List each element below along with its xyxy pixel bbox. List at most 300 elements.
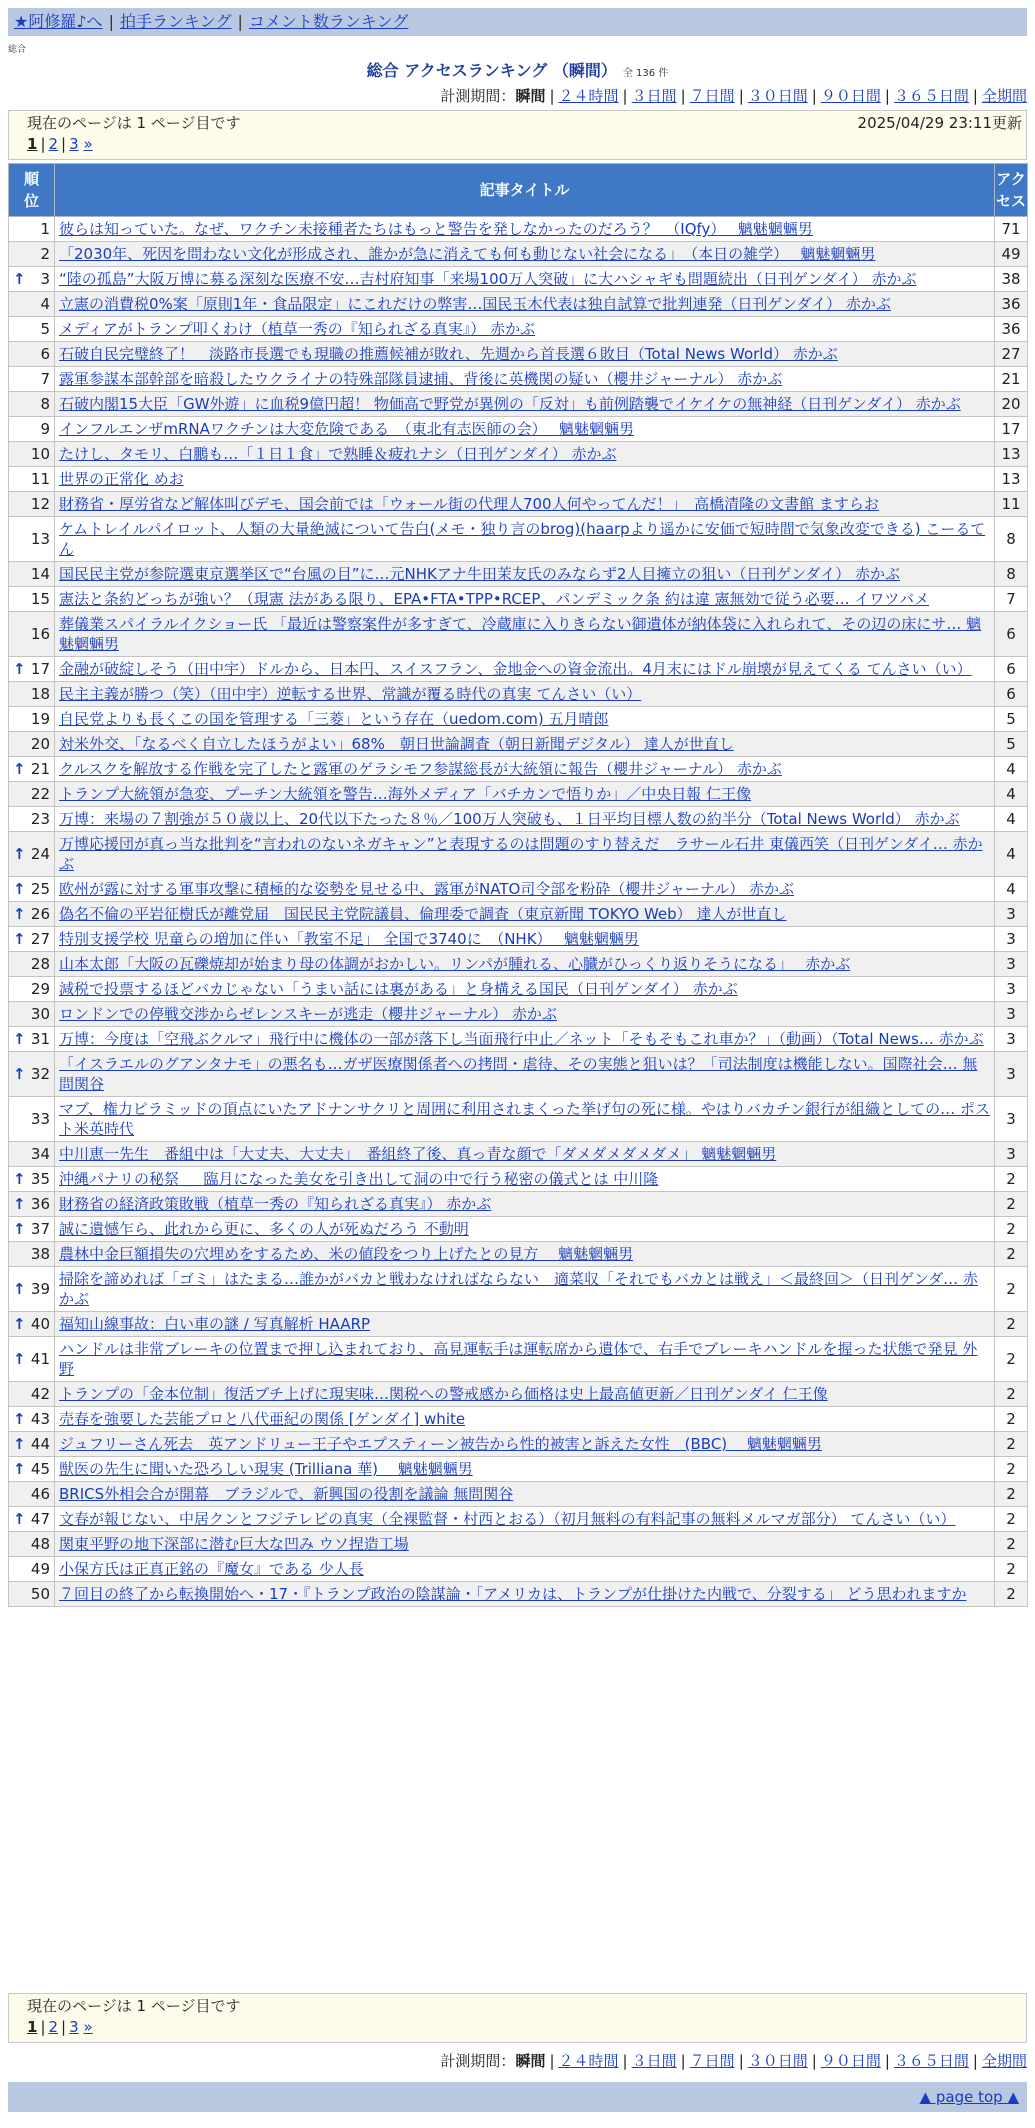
article-link[interactable]: 「2030年、死因を問わない文化が形成され、誰かが急に消えても何も動じない社会になる」 （本日の雑学） 魑魅魍魎男 xyxy=(59,245,876,263)
rank-number: 20 xyxy=(30,735,50,753)
rank-cell xyxy=(9,1192,55,1217)
rank-cell xyxy=(9,1312,55,1337)
access-count: 6 xyxy=(995,682,1028,707)
rank-number: 35 xyxy=(30,1170,50,1188)
page-link-3[interactable]: 3 xyxy=(69,135,79,153)
page-current: 1 xyxy=(27,135,38,153)
title-cell xyxy=(55,1027,995,1052)
period-link-1[interactable]: ３日間 xyxy=(631,87,677,105)
rank-number: 29 xyxy=(30,980,50,998)
rank-number: 21 xyxy=(30,760,50,778)
top-nav-bar xyxy=(8,8,1027,36)
article-link[interactable]: トランプの「金本位制」復活ブチ上げに現実味…関税への警戒感から価格は史上最高値更新／日刊ゲンダイ 仁王像 xyxy=(59,1385,828,1403)
table-row xyxy=(9,242,1028,267)
rank-number: 26 xyxy=(30,905,50,923)
article-link[interactable]: クルスクを解放する作戦を完了したと露軍のゲラシモフ参謀総長が大統領に報告（櫻井ジャーナル） 赤かぶ xyxy=(59,760,782,778)
page-separator: | xyxy=(40,2018,46,2036)
rank-cell xyxy=(9,807,55,832)
page-link-2[interactable]: 2 xyxy=(48,2018,59,2036)
article-link[interactable]: 民主主義が勝つ（笑）（田中宇）逆転する世界、常識が覆る時代の真実 てんさい（い） xyxy=(59,685,642,703)
period-separator: | xyxy=(738,87,744,105)
access-count: 3 xyxy=(995,1097,1028,1142)
rank-number: 43 xyxy=(30,1410,50,1428)
table-row xyxy=(9,217,1028,242)
title-cell xyxy=(55,952,995,977)
access-count: 36 xyxy=(995,317,1028,342)
period-separator: | xyxy=(972,87,978,105)
rank-cell xyxy=(9,1002,55,1027)
page-separator: | xyxy=(61,135,67,153)
access-count: 13 xyxy=(995,442,1028,467)
table-row xyxy=(9,1192,1028,1217)
rank-number: 45 xyxy=(30,1460,50,1478)
table-row xyxy=(9,832,1028,877)
article-link[interactable]: 露軍参謀本部幹部を暗殺したウクライナの特殊部隊員逮捕、背後に英機関の疑い（櫻井ジャーナル） 赤かぶ xyxy=(59,370,783,388)
header-access xyxy=(995,164,1028,217)
ranking-table xyxy=(8,163,1028,1607)
rank-number: 50 xyxy=(30,1585,50,1603)
rank-cell xyxy=(9,417,55,442)
access-count: 8 xyxy=(995,562,1028,587)
rank-number: 27 xyxy=(30,930,50,948)
period-link-0[interactable]: ２４時間 xyxy=(558,2052,619,2070)
article-link[interactable]: 憲法と条約どっちが強い？（現憲 法がある限り、EPA•FTA•TPP•RCEP、パンデミック条 約は違 憲無効で従う必要… イワツバメ xyxy=(59,590,930,608)
article-link[interactable]: “陸の孤島”大阪万博に募る深刻な医療不安…吉村府知事「来場100万人突破」に大ハシャギも問題続出（日刊ゲンダイ） 赤かぶ xyxy=(59,270,917,288)
rank-number: 46 xyxy=(30,1485,50,1503)
table-row xyxy=(9,1407,1028,1432)
table-row xyxy=(9,1167,1028,1192)
rank-cell xyxy=(9,467,55,492)
access-count: 2 xyxy=(995,1192,1028,1217)
article-link[interactable]: 万博応援団が真っ当な批判を“言われのないネガキャン”と表現するのは問題のすり替えだ ラサール石井 東儀西笑（日刊ゲンダイ… 赤かぶ xyxy=(59,835,983,873)
access-count: 5 xyxy=(995,732,1028,757)
rank-cell xyxy=(9,587,55,612)
up-arrow-icon: ↑ xyxy=(13,905,26,923)
table-row xyxy=(9,1382,1028,1407)
period-separator: | xyxy=(680,2052,686,2070)
nav-separator: | xyxy=(237,12,243,31)
access-count: 2 xyxy=(995,1217,1028,1242)
rank-number: 31 xyxy=(30,1030,50,1048)
rank-number: 42 xyxy=(30,1385,50,1403)
access-count: 4 xyxy=(995,877,1028,902)
rank-number: 48 xyxy=(30,1535,50,1553)
article-link[interactable]: 特別支援学校 児童らの増加に伴い「教室不足」 全国で3740に （NHK） 魑魅魍魎男 xyxy=(59,930,639,948)
access-count: 3 xyxy=(995,1052,1028,1097)
rank-cell xyxy=(9,1242,55,1267)
period-label: 計測期間： xyxy=(440,2052,516,2070)
article-link[interactable]: メディアがトランプ叩くわけ（植草一秀の『知られざる真実』） 赤かぶ xyxy=(59,320,536,338)
article-link[interactable]: 誠に遺憾乍ら、此れから更に、多くの人が死ぬだろう 不動明 xyxy=(59,1220,469,1238)
rank-number: 15 xyxy=(30,590,50,608)
access-count: 2 xyxy=(995,1507,1028,1532)
table-row xyxy=(9,392,1028,417)
table-row xyxy=(9,952,1028,977)
rank-number: 47 xyxy=(30,1510,50,1528)
article-link[interactable]: 万博：今度は「空飛ぶクルマ」飛行中に機体の一部が落下し当面飛行中止／ネット「そもそもこれ車か？」（動画）（Total News… 赤かぶ xyxy=(59,1030,984,1048)
table-row xyxy=(9,562,1028,587)
article-link[interactable]: マブ、権力ピラミッドの頂点にいたアドナンサクリと周囲に利用されまくった挙げ句の死に様。やはりバカチン銀行が組織としての… ポスト米英時代 xyxy=(59,1100,990,1138)
access-count: 6 xyxy=(995,612,1028,657)
article-link[interactable]: 立憲の消費税0%案「原則1年・食品限定」にこれだけの弊害…国民玉木代表は独自試算で批判連発（日刊ゲンダイ） 赤かぶ xyxy=(59,295,891,313)
header-rank xyxy=(9,164,55,217)
title-cell xyxy=(55,1242,995,1267)
title-cell xyxy=(55,1097,995,1142)
article-link[interactable]: たけし、タモリ、白鵬も…「１日１食」で熟睡＆疲れナシ（日刊ゲンダイ） 赤かぶ xyxy=(59,445,617,463)
rank-number: 32 xyxy=(30,1065,50,1083)
rank-number: 3 xyxy=(40,270,50,288)
access-count: 2 xyxy=(995,1382,1028,1407)
title-cell xyxy=(55,467,995,492)
article-link[interactable]: 掃除を諦めれば「ゴミ」はたまる…誰かがバカと戦わなければならない 適菜収「それでもバカとは戦え」＜最終回＞（日刊ゲンダ… 赤かぶ xyxy=(59,1270,978,1308)
access-count: 2 xyxy=(995,1242,1028,1267)
rank-cell xyxy=(9,562,55,587)
up-arrow-icon: ↑ xyxy=(13,1065,26,1083)
rank-number: 6 xyxy=(40,345,50,363)
period-link-3[interactable]: ３０日間 xyxy=(747,87,808,105)
table-row xyxy=(9,492,1028,517)
rank-cell xyxy=(9,1142,55,1167)
pagination xyxy=(27,135,93,154)
article-link[interactable]: 財務省の経済政策敗戦（植草一秀の『知られざる真実』） 赤かぶ xyxy=(59,1195,492,1213)
article-link[interactable]: 万博：来場の７割強が５０歳以上、20代以下たった８％／100万人突破も、１日平均目標人数の約半分（Total News World） 赤かぶ xyxy=(59,810,960,828)
article-link[interactable]: 福知山線事故：白い車の謎 / 写真解析 HAARP xyxy=(59,1315,371,1333)
article-link[interactable]: トランプ大統領が急変、プーチン大統領を警告…海外メディア「バチカンで悟りか」／中央日報 仁王像 xyxy=(59,785,752,803)
article-link[interactable]: 関東平野の地下深部に潜む巨大な凹み ウソ捏造工場 xyxy=(59,1535,409,1553)
rank-number: 4 xyxy=(40,295,50,313)
up-arrow-icon: ↑ xyxy=(13,1435,26,1453)
article-link[interactable]: 金融が破綻しそう（田中宇）ドルから、日本円、スイスフラン、金地金への資金流出。4月末にはドル崩壊が見えてくる てんさい（い） xyxy=(59,660,972,678)
access-count: 2 xyxy=(995,1337,1028,1382)
up-arrow-icon: ↑ xyxy=(13,1170,26,1188)
article-link[interactable]: 獣医の先生に聞いた恐ろしい現実 (Trilliana 華) 魑魅魍魎男 xyxy=(59,1460,473,1478)
title-cell xyxy=(55,1382,995,1407)
title-cell xyxy=(55,267,995,292)
table-row xyxy=(9,1337,1028,1382)
access-count: 2 xyxy=(995,1482,1028,1507)
table-row xyxy=(9,317,1028,342)
title-cell xyxy=(55,807,995,832)
access-count: 13 xyxy=(995,467,1028,492)
access-count: 2 xyxy=(995,1167,1028,1192)
rank-cell xyxy=(9,1097,55,1142)
rank-cell xyxy=(9,1532,55,1557)
title-cell xyxy=(55,417,995,442)
article-link[interactable]: 石破内閣15大臣「GW外遊」に血税9億円超！ 物価高で野党が異例の「反対」も前例踏襲でイケイケの無神経（日刊ゲンダイ） 赤かぶ xyxy=(59,395,961,413)
rank-number: 38 xyxy=(30,1245,50,1263)
updated-timestamp: 2025/04/29 23:11更新 xyxy=(857,114,1022,132)
rank-number: 34 xyxy=(30,1145,50,1163)
page-current: 1 xyxy=(27,2018,38,2036)
title-cell xyxy=(55,1482,995,1507)
title-cell xyxy=(55,342,995,367)
rank-cell xyxy=(9,517,55,562)
period-separator: | xyxy=(680,87,686,105)
article-link[interactable]: 世界の正常化 めお xyxy=(59,470,184,488)
up-arrow-icon: ↑ xyxy=(13,1460,26,1478)
up-arrow-icon: ↑ xyxy=(13,1315,26,1333)
access-count: 4 xyxy=(995,782,1028,807)
access-count: 36 xyxy=(995,292,1028,317)
rank-cell xyxy=(9,1217,55,1242)
rank-number: 5 xyxy=(40,320,50,338)
ranking-table-body xyxy=(9,217,1028,1607)
access-count: 3 xyxy=(995,952,1028,977)
article-link[interactable]: ７回目の終了から転換開始へ・17・『トランプ政治の陰謀論・「アメリカは、トランプが仕掛けた内戦で、分裂する」 どう思われますか xyxy=(59,1585,967,1603)
comment-ranking-link[interactable]: コメント数ランキング xyxy=(248,12,409,31)
title-cell xyxy=(55,1192,995,1217)
page-link-2[interactable]: 2 xyxy=(48,135,59,153)
access-count: 2 xyxy=(995,1432,1028,1457)
rank-cell xyxy=(9,1407,55,1432)
page-separator: | xyxy=(61,2018,67,2036)
page-top-link[interactable]: ▲ page top ▲ xyxy=(919,2088,1019,2106)
access-count: 3 xyxy=(995,1002,1028,1027)
article-link[interactable]: 減税で投票するほどバカじゃない「うまい話には裏がある」と身構える国民（日刊ゲンダイ） 赤かぶ xyxy=(59,980,738,998)
access-count: 2 xyxy=(995,1457,1028,1482)
article-link[interactable]: 欧州が露に対する軍事攻撃に積極的な姿勢を見せる中、露軍がNATO司令部を粉砕（櫻井ジャーナル） 赤かぶ xyxy=(59,880,795,898)
period-link-2[interactable]: ７日間 xyxy=(689,2052,735,2070)
access-count: 20 xyxy=(995,392,1028,417)
title-cell xyxy=(55,517,995,562)
article-link[interactable]: ロンドンでの停戦交渉からゼレンスキーが逃走（櫻井ジャーナル） 赤かぶ xyxy=(59,1005,557,1023)
period-link-1[interactable]: ３日間 xyxy=(631,2052,677,2070)
table-row xyxy=(9,1432,1028,1457)
access-count: 71 xyxy=(995,217,1028,242)
title-cell xyxy=(55,1507,995,1532)
rank-cell xyxy=(9,952,55,977)
title-cell xyxy=(55,442,995,467)
title-cell xyxy=(55,612,995,657)
title-cell xyxy=(55,317,995,342)
table-row xyxy=(9,1027,1028,1052)
period-selector-top xyxy=(440,86,1027,106)
title-cell xyxy=(55,392,995,417)
period-link-2[interactable]: ７日間 xyxy=(689,87,735,105)
rank-cell xyxy=(9,612,55,657)
table-row xyxy=(9,977,1028,1002)
rank-number: 24 xyxy=(30,845,50,863)
up-arrow-icon: ↑ xyxy=(13,930,26,948)
access-count: 17 xyxy=(995,417,1028,442)
title-cell xyxy=(55,587,995,612)
nav-separator: | xyxy=(108,12,114,31)
table-row xyxy=(9,1312,1028,1337)
access-count: 4 xyxy=(995,807,1028,832)
page-title-text: 総合 アクセスランキング （瞬間） xyxy=(366,61,617,80)
page-link-3[interactable]: 3 xyxy=(69,2018,79,2036)
period-separator: | xyxy=(622,2052,628,2070)
article-link[interactable]: 小保方氏は正真正銘の『魔女』である 少人長 xyxy=(59,1560,364,1578)
rank-number: 9 xyxy=(40,420,50,438)
article-link[interactable]: 山本太郎「大阪の瓦礫焼却が始まり母の体調がおかしい。リンパが腫れる、心臓がひっくり返りそうになる」 赤かぶ xyxy=(59,955,851,973)
article-link[interactable]: 国民民主党が参院選東京選挙区で“台風の目”に…元NHKアナ牛田茉友氏のみならず2人目擁立の狙い（日刊ゲンダイ） 赤かぶ xyxy=(59,565,900,583)
rank-number: 18 xyxy=(30,685,50,703)
table-row xyxy=(9,1482,1028,1507)
header-rank-label: 順 位 xyxy=(23,170,39,210)
up-arrow-icon: ↑ xyxy=(13,880,26,898)
table-row xyxy=(9,612,1028,657)
access-count: 2 xyxy=(995,1267,1028,1312)
article-link[interactable]: ジュフリーさん死去 英アンドリュー王子やエプスティーン被告から性的被害と訴えた女性 (BBC) 魑魅魍魎男 xyxy=(59,1435,822,1453)
header-access-label: アク セス xyxy=(995,170,1026,210)
article-link[interactable]: BRICS外相会合が開幕 ブラジルで、新興国の役割を議論 無問関谷 xyxy=(59,1485,514,1503)
rank-cell xyxy=(9,317,55,342)
title-cell xyxy=(55,977,995,1002)
title-cell xyxy=(55,242,995,267)
period-separator: | xyxy=(972,2052,978,2070)
article-link[interactable]: 農林中金巨額損失の穴埋めをするため、米の値段をつり上げたとの見方 魑魅魍魎男 xyxy=(59,1245,634,1263)
rank-number: 17 xyxy=(30,660,50,678)
title-cell xyxy=(55,1312,995,1337)
up-arrow-icon: ↑ xyxy=(13,845,26,863)
rank-number: 36 xyxy=(30,1195,50,1213)
access-count: 5 xyxy=(995,707,1028,732)
table-row xyxy=(9,417,1028,442)
period-separator: | xyxy=(811,87,817,105)
article-link[interactable]: 石破自民完璧終了！ 淡路市長選でも現職の推薦候補が敗れ、先週から首長選６敗目（Total News World） 赤かぶ xyxy=(59,345,838,363)
article-link[interactable]: ケムトレイルパイロット、人類の大量絶滅について告白(メモ・独り言のbrog)(haarpより遥かに安価で短時間で気象改変できる) こーるてん xyxy=(59,520,986,558)
article-link[interactable]: 自民党よりも長くこの国を管理する「三菱」という存在（uedom.com) 五月晴郎 xyxy=(59,710,609,728)
access-count: 3 xyxy=(995,1142,1028,1167)
page-title xyxy=(0,60,1035,85)
rank-cell xyxy=(9,1432,55,1457)
table-row xyxy=(9,1532,1028,1557)
period-link-6[interactable]: 全期間 xyxy=(981,87,1027,105)
article-link[interactable]: 対米外交、「なるべく自立したほうがよい」68% 朝日世論調査（朝日新聞デジタル） 達人が世直し xyxy=(59,735,734,753)
title-cell xyxy=(55,902,995,927)
rank-number: 2 xyxy=(40,245,50,263)
access-count: 7 xyxy=(995,587,1028,612)
table-row xyxy=(9,292,1028,317)
rank-number: 8 xyxy=(40,395,50,413)
table-row xyxy=(9,682,1028,707)
table-row xyxy=(9,1582,1028,1607)
title-cell xyxy=(55,1217,995,1242)
rank-number: 10 xyxy=(30,445,50,463)
period-link-6[interactable]: 全期間 xyxy=(981,2052,1027,2070)
period-link-5[interactable]: ３６５日間 xyxy=(893,87,969,105)
rank-number: 13 xyxy=(30,530,50,548)
table-row xyxy=(9,1242,1028,1267)
title-cell xyxy=(55,707,995,732)
rank-cell xyxy=(9,1027,55,1052)
rank-cell xyxy=(9,732,55,757)
rank-cell xyxy=(9,1382,55,1407)
rank-cell xyxy=(9,682,55,707)
article-link[interactable]: 財務省・厚労省など解体叫びデモ、国会前では「ウォール街の代理人700人何やってんだ！」 高橋清隆の文書館 ますらお xyxy=(59,495,879,513)
rank-cell xyxy=(9,1457,55,1482)
article-link[interactable]: 文春が報じない、中居クンとフジテレビの真実（全裸監督・村西とおる）（初月無料の有料記事の無料メルマガ部分） てんさい（い） xyxy=(59,1510,956,1528)
rank-number: 30 xyxy=(30,1005,50,1023)
access-count: 2 xyxy=(995,1407,1028,1432)
rank-cell xyxy=(9,1052,55,1097)
period-link-3[interactable]: ３０日間 xyxy=(747,2052,808,2070)
title-cell xyxy=(55,1002,995,1027)
article-link[interactable]: 葬儀業スパイラルイクショー氏 「最近は警察案件が多すぎて、冷蔵庫に入りきらない御遺体が納体袋に入れられて、その辺の床にサ… 魑魅魍魎男 xyxy=(59,615,982,653)
rank-cell xyxy=(9,707,55,732)
pager-message: 現在のページは 1 ページ目です xyxy=(27,1997,241,2015)
rank-cell xyxy=(9,782,55,807)
table-row xyxy=(9,657,1028,682)
access-count: 3 xyxy=(995,902,1028,927)
period-separator: | xyxy=(549,87,555,105)
period-link-4[interactable]: ９０日間 xyxy=(820,2052,881,2070)
pager-message: 現在のページは 1 ページ目です xyxy=(27,114,241,132)
table-row xyxy=(9,732,1028,757)
table-row xyxy=(9,877,1028,902)
article-link[interactable]: 「イスラエルのグアンタナモ」の悪名も…ガザ医療関係者への拷問・虐待、その実態と狙いは？「司法制度は機能しない。国際社会… 無問関谷 xyxy=(59,1055,978,1093)
title-cell xyxy=(55,1407,995,1432)
access-count: 21 xyxy=(995,367,1028,392)
title-cell xyxy=(55,1557,995,1582)
title-cell xyxy=(55,367,995,392)
rank-number: 33 xyxy=(30,1110,50,1128)
period-current: 瞬間 xyxy=(515,2052,546,2070)
rank-number: 14 xyxy=(30,565,50,583)
title-cell xyxy=(55,292,995,317)
article-link[interactable]: 偽名不倫の平岩征樹氏が離党届 国民民主党院議員、倫理委で調査（東京新聞 TOKYO Web） 達人が世直し xyxy=(59,905,787,923)
access-count: 27 xyxy=(995,342,1028,367)
page-next-link[interactable]: » xyxy=(83,135,93,153)
up-arrow-icon: ↑ xyxy=(13,1510,26,1528)
up-arrow-icon: ↑ xyxy=(13,1030,26,1048)
table-row xyxy=(9,267,1028,292)
access-count: 3 xyxy=(995,927,1028,952)
rank-cell xyxy=(9,242,55,267)
table-row xyxy=(9,927,1028,952)
period-link-4[interactable]: ９０日間 xyxy=(820,87,881,105)
article-link[interactable]: インフルエンザmRNAワクチンは大変危険である （東北有志医師の会） 魑魅魍魎男 xyxy=(59,420,634,438)
access-count: 4 xyxy=(995,757,1028,782)
title-cell xyxy=(55,1457,995,1482)
title-cell xyxy=(55,877,995,902)
period-link-5[interactable]: ３６５日間 xyxy=(893,2052,969,2070)
table-row xyxy=(9,902,1028,927)
pager-box-top xyxy=(8,110,1027,160)
period-link-0[interactable]: ２４時間 xyxy=(558,87,619,105)
article-link[interactable]: ハンドルは非常ブレーキの位置まで押し込まれており、高見運転手は運転席から遺体で、右手でブレーキハンドルを握った状態で発見 外野 xyxy=(59,1340,978,1378)
rank-number: 41 xyxy=(30,1350,50,1368)
header-title: 記事タイトル xyxy=(55,164,995,217)
table-row xyxy=(9,1457,1028,1482)
rank-cell xyxy=(9,367,55,392)
pager-box-bottom xyxy=(8,1993,1027,2043)
article-link[interactable]: 沖縄パナリの秘祭 ＿ 臨月になった美女を引き出して洞の中で行う秘密の儀式とは 中川隆 xyxy=(59,1170,659,1188)
home-link[interactable]: ★阿修羅♪へ xyxy=(14,12,103,31)
title-cell xyxy=(55,1052,995,1097)
period-separator: | xyxy=(622,87,628,105)
title-cell xyxy=(55,682,995,707)
title-cell xyxy=(55,1337,995,1382)
rank-number: 49 xyxy=(30,1560,50,1578)
article-link[interactable]: 中川恵一先生 番組中は「大丈夫、大丈夫」 番組終了後、真っ青な顔で「ダメダメダメダメ」 魑魅魍魎男 xyxy=(59,1145,777,1163)
access-count: 2 xyxy=(995,1582,1028,1607)
rank-cell xyxy=(9,342,55,367)
up-arrow-icon: ↑ xyxy=(13,1220,26,1238)
article-link[interactable]: 彼らは知っていた。なぜ、ワクチン未接種者たちはもっと警告を発しなかったのだろう？ （IQfy） 魑魅魍魎男 xyxy=(59,220,813,238)
table-row xyxy=(9,1097,1028,1142)
rank-number: 12 xyxy=(30,495,50,513)
title-cell xyxy=(55,832,995,877)
rank-number: 1 xyxy=(40,220,50,238)
article-link[interactable]: 売春を強要した芸能プロと八代亜紀の関係 [ゲンダイ] white xyxy=(59,1410,466,1428)
access-count: 2 xyxy=(995,1312,1028,1337)
page-next-link[interactable]: » xyxy=(83,2018,93,2036)
title-cell xyxy=(55,1582,995,1607)
clap-ranking-link[interactable]: 拍手ランキング xyxy=(119,12,232,31)
rank-number: 23 xyxy=(30,810,50,828)
